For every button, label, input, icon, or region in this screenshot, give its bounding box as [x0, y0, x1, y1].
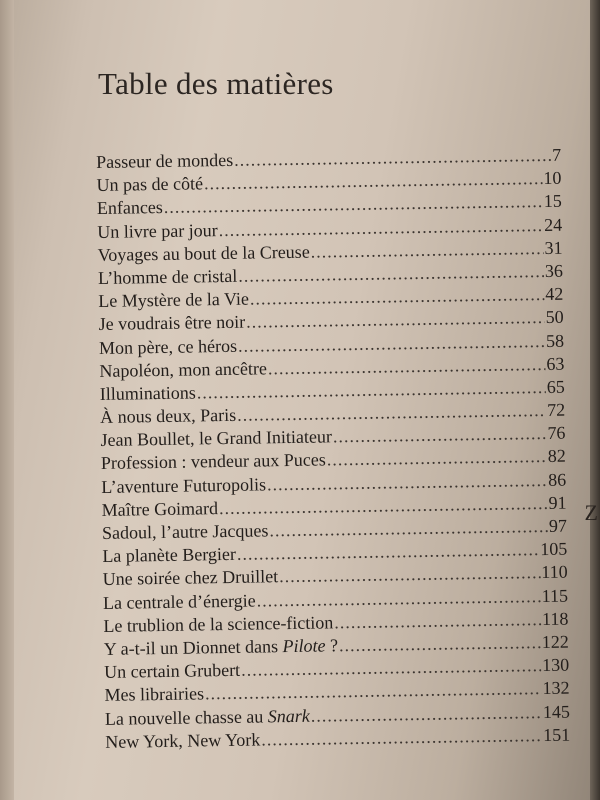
dot-leader	[197, 377, 546, 403]
toc-entry-page: 42	[545, 283, 564, 305]
dot-leader	[219, 493, 548, 519]
toc-entry-page: 97	[548, 515, 568, 536]
toc-entry-title-italic: Snark	[267, 705, 310, 726]
toc-entry-title: Illuminations	[99, 382, 196, 404]
toc-entry-title: Une soirée chez Druillet	[102, 566, 279, 590]
toc-entry-title: L’homme de cristal	[97, 265, 238, 288]
facing-page-edge	[590, 0, 600, 800]
toc-entry-page: 50	[545, 306, 564, 328]
toc-entry-page: 63	[546, 353, 565, 374]
dot-leader	[267, 470, 547, 495]
toc-entry-title: Le trublion de la science-fiction	[103, 612, 334, 636]
toc-entry-page: 36	[544, 260, 564, 281]
toc-entry-title: Un pas de côté	[96, 173, 204, 196]
dot-leader	[311, 702, 542, 727]
toc-entry-page: 76	[547, 422, 566, 444]
toc-entry-page: 72	[546, 399, 566, 421]
dot-leader	[246, 307, 545, 333]
toc-entry-page: 91	[548, 492, 567, 513]
toc-entry-page: 105	[540, 538, 568, 560]
page-gutter	[0, 0, 14, 800]
dot-leader	[237, 400, 546, 426]
toc-entry-title: À nous deux, Paris	[100, 404, 237, 428]
dot-leader	[268, 354, 546, 379]
toc-entry-title: La planète Bergier	[102, 544, 237, 567]
toc-entry-title-suffix: ?	[325, 635, 339, 656]
dot-leader	[250, 284, 545, 310]
toc-entry-title: Sadoul, l’autre Jacques	[101, 520, 269, 543]
toc-entry-title-italic: Pilote	[282, 635, 326, 657]
toc-entry-title-prefix: La nouvelle chasse au	[104, 705, 268, 729]
toc-entry-title: Le Mystère de la Vie	[98, 288, 250, 312]
dot-leader	[269, 516, 548, 541]
toc-entry-page: 10	[543, 167, 562, 189]
dot-leader	[261, 725, 542, 750]
toc-entry-title: La centrale d’énergie	[102, 590, 256, 613]
toc-entry-title	[104, 635, 339, 660]
toc-entry-page: 118	[541, 608, 569, 629]
dot-leader	[234, 145, 551, 171]
toc-entry-title: Voyages au bout de la Creuse	[97, 241, 310, 265]
toc-entry-title: Un livre par jour	[97, 219, 218, 242]
dot-leader	[205, 678, 542, 704]
dot-leader	[238, 330, 545, 356]
toc-entry-title: Mon père, ce héros	[98, 335, 238, 358]
toc-entry-page: 151	[543, 724, 571, 745]
toc-entry-page: 86	[548, 469, 567, 490]
toc-entry-page: 132	[542, 677, 570, 699]
dot-leader	[237, 539, 540, 565]
toc-entry-title-prefix: Y a-t-il un Dionnet dans	[103, 636, 283, 659]
dot-leader	[238, 261, 544, 287]
toc-entry-page: 24	[544, 214, 563, 235]
toc-entry-title: Passeur de mondes	[96, 149, 234, 172]
toc-entry-title: New York, New York	[105, 729, 261, 752]
dot-leader	[333, 423, 547, 447]
toc-entry-title: Jean Boullet, le Grand Initiateur	[100, 426, 333, 451]
page-title: Table des matières	[98, 66, 334, 101]
facing-page-glyph: Z	[584, 500, 598, 525]
toc-entry-title: Je voudrais être noir	[98, 311, 246, 335]
toc-entry-title: Enfances	[96, 197, 164, 219]
toc-entry-page: 115	[541, 585, 569, 606]
toc-entry-page: 7	[551, 144, 562, 165]
toc-entry-title: L’aventure Futuropolis	[101, 473, 267, 497]
toc-entry-page: 65	[546, 376, 565, 397]
dot-leader	[327, 446, 547, 470]
toc-entry-title	[105, 705, 310, 729]
toc-entry-page: 31	[544, 237, 563, 258]
dot-leader	[339, 632, 541, 656]
toc-entry-page: 15	[543, 191, 562, 212]
toc-entry-title: Maître Goimard	[101, 497, 219, 520]
toc-entry-page: 82	[547, 446, 566, 467]
dot-leader	[279, 562, 541, 587]
toc-entry-page: 58	[545, 330, 565, 351]
toc-entry-title: Un certain Grubert	[104, 659, 241, 683]
toc-entry-page: 110	[541, 562, 568, 583]
dot-leader	[311, 238, 544, 263]
dot-leader	[256, 586, 540, 611]
toc-entry-title: Napoléon, mon ancêtre	[99, 358, 268, 381]
dot-leader	[241, 655, 541, 681]
dot-leader	[334, 609, 541, 633]
toc-entry-title: Mes librairies	[104, 683, 205, 706]
dot-leader	[204, 168, 543, 194]
table-of-contents	[96, 145, 570, 755]
toc-entry-page: 130	[541, 654, 570, 676]
toc-entry-page: 145	[542, 701, 570, 722]
toc-entry-page: 122	[541, 631, 569, 652]
dot-leader	[219, 215, 544, 241]
toc-entry-title: Profession : vendeur aux Puces	[100, 449, 326, 474]
